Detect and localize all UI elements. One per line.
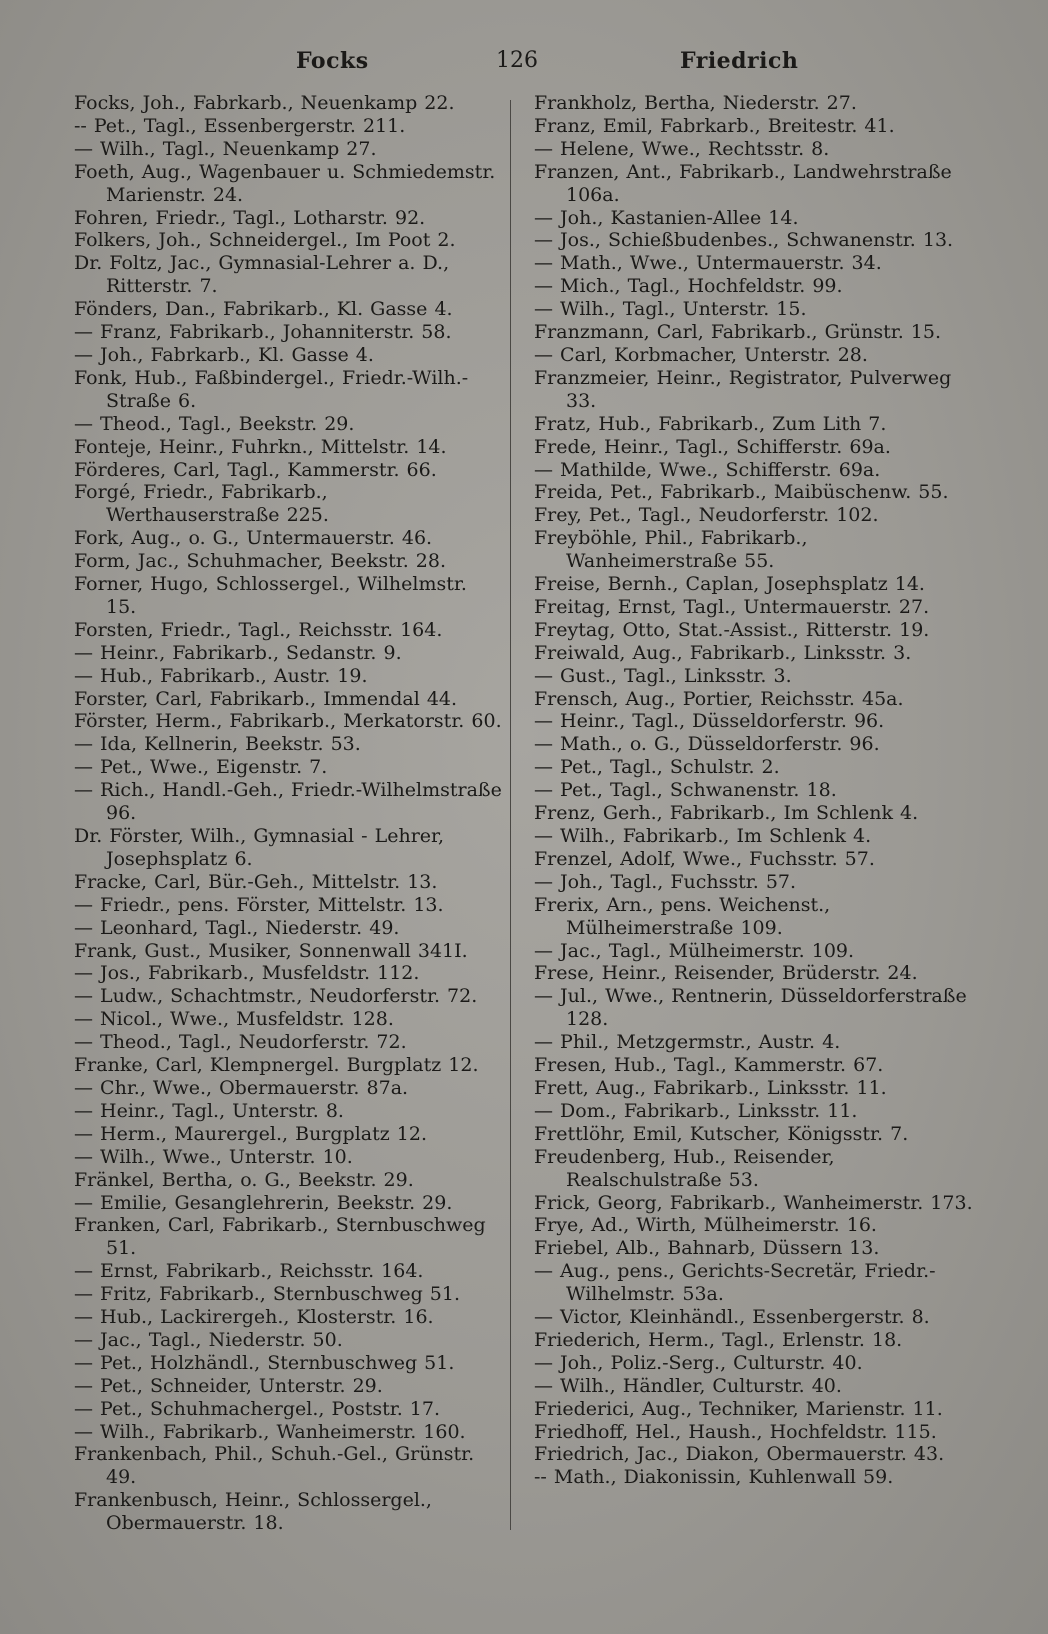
- directory-entry: Franzen, Ant., Fabrikarb., Landwehrstraße 106a.: [534, 160, 952, 206]
- directory-entry: — Heinr., Tagl., Düsseldorferstr. 96.: [534, 710, 885, 733]
- left-column: [74, 92, 504, 1535]
- directory-entry: Frede, Heinr., Tagl., Schifferstr. 69a.: [534, 435, 891, 458]
- directory-entry: — Jos., Schießbudenbes., Schwanenstr. 13.: [534, 229, 954, 252]
- directory-entry: — Fritz, Fabrikarb., Sternbuschweg 51.: [74, 1283, 461, 1306]
- directory-entry: — Joh., Kastanien-Allee 14.: [534, 206, 799, 229]
- directory-entry: Frese, Heinr., Reisender, Brüderstr. 24.: [534, 962, 918, 985]
- directory-entry: — Ludw., Schachtmstr., Neudorferstr. 72.: [74, 985, 478, 1008]
- directory-entry: Franken, Carl, Fabrikarb., Sternbuschweg 51.: [74, 1214, 486, 1260]
- directory-entry: — Gust., Tagl., Linksstr. 3.: [534, 664, 792, 687]
- directory-entry: Fonk, Hub., Faßbindergel., Friedr.-Wilh.-Straße 6.: [74, 366, 469, 412]
- directory-entry: Folkers, Joh., Schneidergel., Im Poot 2.: [74, 229, 456, 252]
- directory-entry: Franzmann, Carl, Fabrikarb., Grünstr. 15.: [534, 321, 941, 344]
- directory-entry: Forgé, Friedr., Fabrikarb., Werthauserstraße 225.: [74, 481, 329, 527]
- directory-entry: — Dom., Fabrikarb., Linksstr. 11.: [534, 1099, 858, 1122]
- directory-entry: Fracke, Carl, Bür.-Geh., Mittelstr. 13.: [74, 870, 438, 893]
- directory-entry: — Pet., Schuhmachergel., Poststr. 17.: [74, 1397, 441, 1420]
- directory-entry: — Wilh., Tagl., Neuenkamp 27.: [74, 137, 377, 160]
- directory-entry: Frensch, Aug., Portier, Reichsstr. 45a.: [534, 687, 904, 710]
- directory-entry: Forner, Hugo, Schlossergel., Wilhelmstr. 15.: [74, 573, 467, 618]
- directory-entry: Freise, Bernh., Caplan, Josephsplatz 14.: [534, 573, 925, 596]
- header-right-word: Friedrich: [680, 48, 799, 74]
- directory-entry: — Mathilde, Wwe., Schifferstr. 69a.: [534, 458, 881, 481]
- directory-entry: Freyböhle, Phil., Fabrikarb., Wanheimerstraße 55.: [534, 527, 808, 573]
- directory-entry: Fönders, Dan., Fabrikarb., Kl. Gasse 4.: [74, 298, 453, 321]
- directory-entry: — Wilh., Fabrikarb., Wanheimerstr. 160.: [74, 1420, 466, 1443]
- directory-entry: — Emilie, Gesanglehrerin, Beekstr. 29.: [74, 1191, 453, 1214]
- directory-entry: — Nicol., Wwe., Musfeldstr. 128.: [74, 1008, 394, 1031]
- directory-entry: — Jul., Wwe., Rentnerin, Düsseldorferstraße 128.: [534, 985, 967, 1031]
- directory-entry: Friebel, Alb., Bahnarb, Düssern 13.: [534, 1237, 880, 1260]
- directory-entry: Friedrich, Jac., Diakon, Obermauerstr. 43.: [534, 1443, 945, 1466]
- directory-entry: Dr. Förster, Wilh., Gymnasial - Lehrer, Josephsplatz 6.: [74, 825, 445, 870]
- directory-entry: Focks, Joh., Fabrkarb., Neuenkamp 22.: [74, 92, 455, 114]
- directory-entry: Frankenbusch, Heinr., Schlossergel., Obermauerstr. 18.: [74, 1489, 432, 1535]
- directory-entry: — Herm., Maurergel., Burgplatz 12.: [74, 1122, 428, 1145]
- directory-entry: — Wilh., Wwe., Unterstr. 10.: [74, 1145, 353, 1168]
- directory-entry: — Wilh., Fabrikarb., Im Schlenk 4.: [534, 825, 872, 847]
- directory-entry: Freiwald, Aug., Fabrikarb., Linksstr. 3.: [534, 641, 912, 664]
- directory-entry: Fohren, Friedr., Tagl., Lotharstr. 92.: [74, 206, 426, 229]
- directory-entry: Frankenbach, Phil., Schuh.-Gel., Grünstr. 49.: [74, 1443, 475, 1489]
- directory-entry: — Hub., Fabrikarb., Austr. 19.: [74, 664, 368, 687]
- right-column: [534, 92, 974, 1489]
- directory-entry: — Carl, Korbmacher, Unterstr. 28.: [534, 343, 868, 366]
- directory-entry: Förster, Herm., Fabrikarb., Merkatorstr. 60.: [74, 710, 502, 733]
- directory-entry: Friederici, Aug., Techniker, Marienstr. 11.: [534, 1397, 943, 1420]
- directory-entry: — Pet., Wwe., Eigenstr. 7.: [74, 756, 328, 779]
- directory-entry: Freytag, Otto, Stat.-Assist., Ritterstr. 19.: [534, 618, 930, 641]
- directory-entry: Forsten, Friedr., Tagl., Reichsstr. 164.: [74, 618, 443, 641]
- directory-entry: Freudenberg, Hub., Reisender, Realschulstraße 53.: [534, 1145, 835, 1191]
- directory-entry: Frank, Gust., Musiker, Sonnenwall 341I.: [74, 939, 468, 962]
- directory-entry: — Hub., Lackirergeh., Klosterstr. 16.: [74, 1306, 434, 1329]
- directory-entry: — Pet., Tagl., Schwanenstr. 18.: [534, 779, 837, 802]
- directory-entry: Freitag, Ernst, Tagl., Untermauerstr. 27.: [534, 595, 930, 618]
- directory-entry: — Helene, Wwe., Rechtsstr. 8.: [534, 137, 830, 160]
- directory-entry: Franz, Emil, Fabrkarb., Breitestr. 41.: [534, 114, 895, 137]
- directory-entry: -- Math., Diakonissin, Kuhlenwall 59.: [534, 1466, 894, 1489]
- directory-entry: — Leonhard, Tagl., Niederstr. 49.: [74, 916, 400, 939]
- directory-entry: Frerix, Arn., pens. Weichenst., Mülheimerstraße 109.: [534, 893, 831, 939]
- directory-entry: Franke, Carl, Klempnergel. Burgplatz 12.: [74, 1054, 479, 1077]
- directory-entry: — Jac., Tagl., Niederstr. 50.: [74, 1328, 343, 1351]
- directory-entry: — Friedr., pens. Förster, Mittelstr. 13.: [74, 893, 444, 916]
- column-divider: [510, 100, 511, 1530]
- directory-entry: Frick, Georg, Fabrikarb., Wanheimerstr. 173.: [534, 1191, 973, 1214]
- directory-entry: Fränkel, Bertha, o. G., Beekstr. 29.: [74, 1168, 414, 1191]
- directory-entry: — Theod., Tagl., Neudorferstr. 72.: [74, 1031, 407, 1054]
- directory-entry: Fresen, Hub., Tagl., Kammerstr. 67.: [534, 1054, 884, 1077]
- directory-entry: — Jos., Fabrikarb., Musfeldstr. 112.: [74, 962, 420, 985]
- directory-entry: Frett, Aug., Fabrikarb., Linksstr. 11.: [534, 1076, 887, 1099]
- directory-entry: Friederich, Herm., Tagl., Erlenstr. 18.: [534, 1328, 903, 1351]
- directory-entry: — Pet., Tagl., Schulstr. 2.: [534, 756, 780, 779]
- directory-entry: — Ernst, Fabrikarb., Reichsstr. 164.: [74, 1260, 424, 1283]
- directory-entry: Forster, Carl, Fabrikarb., Immendal 44.: [74, 687, 458, 710]
- directory-entry: — Mich., Tagl., Hochfeldstr. 99.: [534, 275, 843, 298]
- directory-entry: Frye, Ad., Wirth, Mülheimerstr. 16.: [534, 1214, 877, 1237]
- directory-entry: Frankholz, Bertha, Niederstr. 27.: [534, 92, 857, 114]
- directory-entry: Frenz, Gerh., Fabrikarb., Im Schlenk 4.: [534, 802, 919, 825]
- directory-entry: Franzmeier, Heinr., Registrator, Pulverweg 33.: [534, 366, 952, 412]
- directory-entry: — Joh., Poliz.-Serg., Culturstr. 40.: [534, 1351, 863, 1374]
- header-left-word: Focks: [296, 48, 369, 74]
- directory-entry: Foeth, Aug., Wagenbauer u. Schmiedemstr. Marienstr. 24.: [74, 160, 496, 206]
- directory-entry: — Phil., Metzgermstr., Austr. 4.: [534, 1031, 841, 1054]
- directory-entry: — Math., Wwe., Untermauerstr. 34.: [534, 252, 882, 275]
- directory-entry: — Wilh., Tagl., Unterstr. 15.: [534, 298, 807, 321]
- directory-entry: Förderes, Carl, Tagl., Kammerstr. 66.: [74, 458, 437, 481]
- directory-entry: — Aug., pens., Gerichts-Secretär, Friedr.-Wilhelmstr. 53a.: [534, 1260, 936, 1306]
- directory-entry: Frenzel, Adolf, Wwe., Fuchsstr. 57.: [534, 847, 875, 870]
- directory-entry: — Jac., Tagl., Mülheimerstr. 109.: [534, 939, 855, 962]
- directory-entry: — Ida, Kellnerin, Beekstr. 53.: [74, 733, 361, 756]
- directory-entry: — Pet., Schneider, Unterstr. 29.: [74, 1374, 383, 1397]
- directory-entry: Form, Jac., Schuhmacher, Beekstr. 28.: [74, 550, 447, 573]
- directory-entry: Fork, Aug., o. G., Untermauerstr. 46.: [74, 527, 433, 550]
- page-number: 126: [496, 48, 538, 73]
- directory-entry: — Heinr., Tagl., Unterstr. 8.: [74, 1099, 344, 1122]
- directory-entry: — Pet., Holzhändl., Sternbuschweg 51.: [74, 1351, 455, 1374]
- directory-entry: — Wilh., Händler, Culturstr. 40.: [534, 1374, 842, 1397]
- directory-entry: Frettlöhr, Emil, Kutscher, Königsstr. 7.: [534, 1122, 909, 1145]
- directory-entry: Dr. Foltz, Jac., Gymnasial-Lehrer a. D., Ritterstr. 7.: [74, 252, 450, 298]
- directory-entry: — Heinr., Fabrikarb., Sedanstr. 9.: [74, 641, 402, 664]
- directory-entry: — Franz, Fabrikarb., Johanniterstr. 58.: [74, 321, 452, 344]
- directory-entry: — Math., o. G., Düsseldorferstr. 96.: [534, 733, 880, 756]
- page-header: [0, 48, 1048, 84]
- directory-entry: Fonteje, Heinr., Fuhrkn., Mittelstr. 14.: [74, 435, 447, 458]
- directory-entry: Freida, Pet., Fabrikarb., Maibüschenw. 55.: [534, 481, 949, 504]
- directory-entry: Friedhoff, Hel., Haush., Hochfeldstr. 115.: [534, 1420, 937, 1443]
- directory-entry: — Rich., Handl.-Geh., Friedr.-Wilhelmstraße 96.: [74, 779, 502, 825]
- directory-entry: — Joh., Tagl., Fuchsstr. 57.: [534, 870, 797, 893]
- directory-entry: — Chr., Wwe., Obermauerstr. 87a.: [74, 1076, 409, 1099]
- directory-entry: -- Pet., Tagl., Essenbergerstr. 211.: [74, 114, 406, 137]
- directory-entry: — Joh., Fabrkarb., Kl. Gasse 4.: [74, 343, 374, 366]
- directory-entry: — Victor, Kleinhändl., Essenbergerstr. 8.: [534, 1306, 930, 1329]
- directory-entry: Fratz, Hub., Fabrikarb., Zum Lith 7.: [534, 412, 887, 435]
- directory-entry: Frey, Pet., Tagl., Neudorferstr. 102.: [534, 504, 879, 527]
- directory-entry: — Theod., Tagl., Beekstr. 29.: [74, 412, 355, 435]
